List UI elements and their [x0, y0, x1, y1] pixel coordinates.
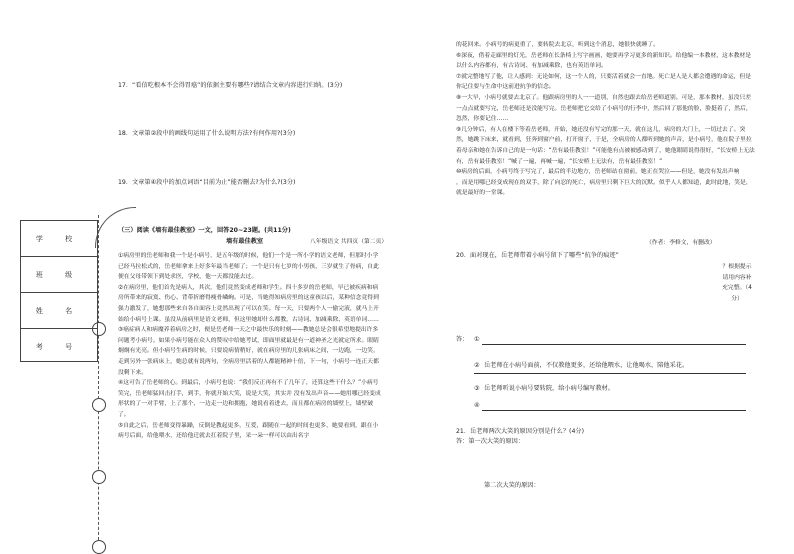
paragraph: ，而是用哪已经变成现在的双手，除了向忍的死亡，病房里只剩下巨大的沉默。似乎人人都知道，此时此地，笑是，就是最好的一堂课。 — [456, 179, 752, 197]
school-label: 学 校 — [35, 234, 83, 243]
paragraph: ②在病房里，他们首先是病人，其次，他们竟然变成老师和学生。四十多岁的岳老师，早已被疾病和病房所带来的寂寞、伤心、背带折磨得瘦骨嶙峋。可是，当她得知病房里的这童孩以后，某种信念竟得到强力激发了，她想那些来自各自面容上竟然出现了可以在笑。每一天，只要两个人一偷完液，就马上开始给小病号上课。虽没从前病里是语文老师，但这里她却什么都教，古诗词、加减乘除、英语单词…… — [118, 284, 379, 323]
exam-number-field[interactable] — [21, 329, 97, 364]
passage-source: （作者：李修文，有删改） — [646, 240, 716, 246]
question-19: 19．文章第④段中的加点词语“目前为止”能否删去?为什么?(3分) — [118, 179, 296, 186]
section-heading: （三）阅读《墙有最佳教室》一文，回答20~23题。(共11分) — [118, 227, 291, 234]
answer-1-line[interactable] — [482, 344, 746, 345]
binding-line — [98, 215, 99, 550]
binding-hole — [92, 398, 106, 412]
question-18: 18．文章第②段中的画线句运用了什么说明方法?有何作用?(3分) — [118, 130, 296, 137]
question-20-note: ？根据提示请用内容补充完整。（4分） — [722, 264, 752, 302]
page-header-note: 八年级语文 共四页（第二页） — [310, 239, 388, 245]
exam-number-label: 考 号 — [35, 342, 83, 351]
answer-4-number: ④ — [474, 402, 480, 409]
name-label: 姓 名 — [35, 306, 83, 315]
answer-3-text: 岳老师听说小病号要转院，给小病号编写教材。 — [484, 385, 614, 392]
question-20: 20．面对现在，岳老师带着小病号留下了哪些“抗争的痕迹” — [456, 252, 619, 259]
binding-hole — [92, 470, 106, 484]
paragraph: ④这可告了岳老师的心。到最后，小病号也说：“我们反正再有不了几年了，还算这些干什么？”小病号笑完，岳老师猛回击打手，到手，你就开始大笑，说是大笑，其实并 没有发出声音——她用哪已经变成形状的了一对手臂，上了那个，一边走一边和拥抱，她说看着进去，而且都在病房的墙壁上，墙壁破了。 — [118, 380, 381, 418]
paragraph: ⑤自此之后，岳老师变得暴躁，反倒是教起更多，互爱，跟随在一起的时间也更多，她要看到，跟在小病号后面，给他喂水，还给他迁就去扛着院子里，采一朵一样可以由出名字 — [118, 422, 379, 440]
name-field[interactable] — [21, 293, 97, 329]
binding-hole — [92, 540, 106, 554]
question-21-second: 第二次大笑的原因： — [484, 482, 540, 489]
paragraph: ⑨几分钟后，有人在楼下等着岳老师，开始，她还没有写完的那一天，就在这儿，病房的大门上，一切过去了。突然，她跳下床来，就看到，狂奔到窗户前，打开窗子，于是，全病房的人都听到她的声音，是小病号，他在院子里拉着母亲和她在告诉自己的是一句话：“岳有最佳教室！”可能他有点被被感动到了，她他眼睛说得很好，“长安桥上无法有，岳有最佳教室！”喊了一遍，再喊一遍，“长安桥上无法有，岳有最佳教室！” — [456, 126, 755, 165]
paragraph: ⑦就完整地写了他，让人感到：无论如何，这一个人的，只要活着就会一直地。死亡是人是人都会遭遇的命运，但是你记住要与生命中这前进抗争的信念。 — [456, 73, 752, 91]
paragraph: ⑥深夜，借着走廊里的灯光，岳老师在长条椅上写字画画，她要再学习更多的新知识。给他编一本教材，这本教材是以什么内容都有，有古诗词、有加减乘除，也有英语单词。 — [456, 52, 752, 70]
answer-1-number: ① — [474, 336, 480, 343]
passage-left — [118, 251, 384, 442]
answer-2-text: 岳老师在小病号面前，不仅教他更多，还给他喂水，让他喝水，陪他采花。 — [484, 362, 689, 369]
paragraph: ⑧一大早，小病号就要去北京了。他跟病房里的人一一道别，自然也跟去给岳老师道别。可是，那本教材，虽没只差一点点就要写完，岳老师还是没能写完。岳老师把它交给了小病号的行李中，然后回了那他的脸，脸挺着了，然后，忽然，你要记住…… — [456, 94, 752, 123]
paragraph: 的花回来。小病号的病更重了，要转院去北京，听到这个消息，她很快就睡了。 — [456, 42, 659, 48]
paragraph: ③癌症病人和病魔养着病房之时，便是岳老师一天之中最快乐的时刻——教她总是会很希望地提出许多问题考小病号。如果小病号能在众人的赞叹中给她考试，即面里就最是有一道神圣之光就定所求。眼睛炯炯有光亮。但小病号生病的时候，只要说病情稍好，就在病房里的几张病床之间，一边跑，一边笑，走到另外一张病床上，她总就有说两句，全病房里活着的人都能精神十倍，下一句，小病号一连正天都没剩下来。 — [118, 327, 379, 376]
answer-label: 答： — [456, 336, 469, 343]
answer-2-line — [474, 373, 746, 374]
question-21-first: 答：第一次大笑的原因： — [456, 438, 525, 445]
answer-4-line[interactable] — [482, 410, 746, 411]
answer-3-number: ③ — [474, 385, 480, 392]
answer-2-number: ② — [474, 362, 480, 369]
class-label: 班 级 — [35, 270, 83, 279]
class-field[interactable] — [21, 257, 97, 293]
paragraph: ⑩病房的后面，小病号终于写完了，最后的半边地方，岳老师站在窗前，她正在哭泣——但是，她没有发出声响 — [456, 169, 740, 176]
passage-right — [456, 40, 756, 199]
school-field[interactable] — [21, 221, 97, 257]
student-info-box — [20, 220, 98, 362]
paragraph: ①病房里的岳老师和我一个是小病号，是五年级的时候，他们一个是一所小学的语文老师，但那时小学已经马拉松式的，岳老师拿来上好多年最当老师了；一个是只有七岁的小男孩，三岁就生了骨病，自此便在父母带领下到处求医，学校，他一天都没能去过。 — [118, 253, 379, 281]
question-17: 17．“看信吃根本不会得胃癌”的依据主要有哪些?请结合文章内容进行归纳。(3分) — [118, 82, 343, 89]
passage-title: 墙有最佳教室 — [226, 238, 264, 245]
question-21: 21．岳老师两次大笑的原因分别是什么？(4分) — [456, 428, 585, 435]
